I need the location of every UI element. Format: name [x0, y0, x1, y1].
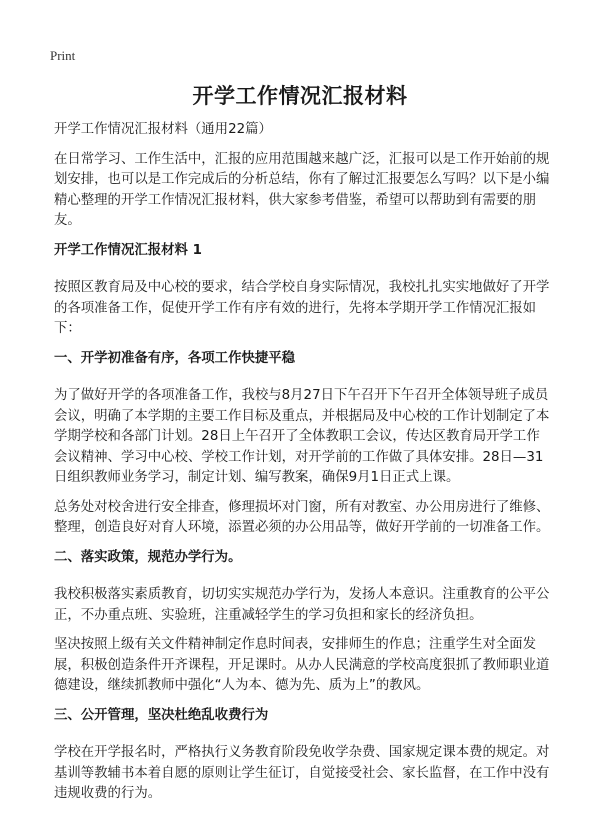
document-title: 开学工作情况汇报材料	[192, 84, 408, 108]
intro-paragraph: 在日常学习、工作生活中，汇报的应用范围越来越广泛，汇报可以是工作开始前的规划安排，也可以是工作完成后的分析总结，你有了解过汇报要怎么写吗？以下是小编精心整理的开学工作情况汇报材料，供大家参考借鉴，希望可以帮助到有需要的朋友。	[54, 151, 550, 228]
part-2-paragraph-1: 我校积极落实素质教育，切切实实规范办学行为，发扬人本意识。注重教育的公平公正，不办重点班、实验班，注重减轻学生的学习负担和家长的经济负担。	[54, 587, 550, 623]
document-subtitle: 开学工作情况汇报材料（通用22篇）	[54, 122, 272, 137]
part-1-paragraph-1: 为了做好开学的各项准备工作，我校与8月27日下午召开下午召开全体领导班子成员会议，明确了本学期的主要工作目标及重点，并根据局及中心校的工作计划制定了本学期学校和各部门计划。28日上午召开了全体教职工会议，传达区教育局开学工作会议精神、学习中心校、学校工作计划，对开学前的工作做了具体安排。28日—31日组织教师业务学习，制定计划、编写教案，确保9月1日正式上课。	[54, 388, 550, 485]
section-intro-paragraph: 按照区教育局及中心校的要求，结合学校自身实际情况，我校扎扎实实地做好了开学的各项准备工作，促使开学工作有序有效的进行，先将本学期开学工作情况汇报如下：	[54, 280, 550, 336]
section-title: 开学工作情况汇报材料 1	[54, 242, 202, 258]
part-3-heading: 三、公开管理，坚决杜绝乱收费行为	[54, 707, 269, 723]
print-label[interactable]: Print	[50, 48, 76, 63]
part-2-heading: 二、落实政策，规范办学行为。	[54, 549, 242, 565]
part-3-paragraph-1: 学校在开学报名时，严格执行义务教育阶段免收学杂费、国家规定课本费的规定。对基训等教辅书本着自愿的原则让学生征订，自觉接受社会、家长监督，在工作中没有违规收费的行为。	[54, 745, 550, 801]
part-1-paragraph-2: 总务处对校舍进行安全排查，修理损坏对门窗，所有对教室、办公用房进行了维修、整理，创造良好对育人环境，添置必须的办公用品等，做好开学前的一切准备工作。	[54, 499, 550, 535]
part-1-heading: 一、开学初准备有序，各项工作快捷平稳	[54, 350, 296, 366]
document-body	[54, 120, 550, 814]
part-2-paragraph-2: 坚决按照上级有关文件精神制定作息时间表，安排师生的作息；注重学生对全面发展，积极创造条件开齐课程，开足课时。从办人民满意的学校高度狠抓了教师职业道德建设，继续抓教师中强化“人为本、德为先、质为上”的教风。	[54, 637, 550, 693]
